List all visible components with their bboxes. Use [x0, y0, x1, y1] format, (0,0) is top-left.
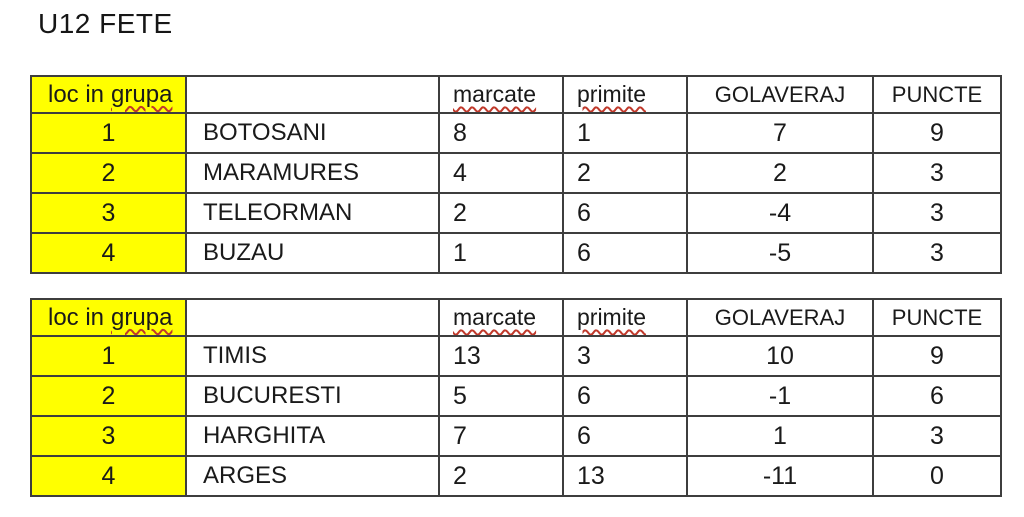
header-row: [31, 299, 1001, 336]
header-golaveraj: GOLAVERAJ: [687, 76, 873, 113]
loc-cell: 4: [31, 456, 186, 496]
puncte-cell: 3: [873, 153, 1001, 193]
golaveraj-cell: -1: [687, 376, 873, 416]
team-cell: TIMIS: [186, 336, 439, 376]
loc-cell: 1: [31, 113, 186, 153]
header-row: [31, 76, 1001, 113]
header-primite: [563, 76, 687, 113]
header-puncte: PUNCTE: [873, 76, 1001, 113]
header-marcate-text: marcate: [453, 304, 537, 330]
header-loc-in-grupa: [31, 299, 186, 336]
primite-cell: 6: [563, 193, 687, 233]
golaveraj-cell: -4: [687, 193, 873, 233]
golaveraj-cell: 1: [687, 416, 873, 456]
team-cell: BUZAU: [186, 233, 439, 273]
marcate-cell: 2: [439, 193, 563, 233]
primite-cell: 6: [563, 416, 687, 456]
golaveraj-cell: 10: [687, 336, 873, 376]
team-cell: HARGHITA: [186, 416, 439, 456]
team-cell: BOTOSANI: [186, 113, 439, 153]
loc-cell: 1: [31, 336, 186, 376]
puncte-cell: 9: [873, 336, 1001, 376]
header-primite-text: primite: [577, 81, 647, 107]
header-loc-misspelled-text: grupa: [111, 80, 173, 108]
header-primite-text: primite: [577, 304, 647, 330]
page-title: U12 FETE: [38, 8, 173, 39]
table-row: [31, 193, 1001, 233]
loc-cell: 3: [31, 193, 186, 233]
golaveraj-cell: 7: [687, 113, 873, 153]
header-loc-text: loc in: [48, 80, 105, 108]
header-loc-misspelled-text: grupa: [111, 303, 173, 331]
primite-cell: 6: [563, 233, 687, 273]
puncte-cell: 0: [873, 456, 1001, 496]
marcate-cell: 13: [439, 336, 563, 376]
team-cell: TELEORMAN: [186, 193, 439, 233]
puncte-cell: 3: [873, 193, 1001, 233]
table-row: [31, 456, 1001, 496]
marcate-cell: 8: [439, 113, 563, 153]
golaveraj-cell: -5: [687, 233, 873, 273]
loc-cell: 2: [31, 376, 186, 416]
table-row: [31, 416, 1001, 456]
team-cell: MARAMURES: [186, 153, 439, 193]
puncte-cell: 9: [873, 113, 1001, 153]
puncte-cell: 3: [873, 416, 1001, 456]
table-row: [31, 233, 1001, 273]
header-marcate-text: marcate: [453, 81, 537, 107]
header-loc-text: loc in: [48, 303, 105, 331]
primite-cell: 6: [563, 376, 687, 416]
header-puncte: PUNCTE: [873, 299, 1001, 336]
header-golaveraj: GOLAVERAJ: [687, 299, 873, 336]
loc-cell: 4: [31, 233, 186, 273]
table-row: [31, 336, 1001, 376]
marcate-cell: 1: [439, 233, 563, 273]
header-team-empty: [186, 76, 439, 113]
golaveraj-cell: 2: [687, 153, 873, 193]
header-marcate: [439, 76, 563, 113]
marcate-cell: 4: [439, 153, 563, 193]
table-row: [31, 113, 1001, 153]
standings-table-group-1: [30, 75, 1002, 274]
marcate-cell: 2: [439, 456, 563, 496]
puncte-cell: 6: [873, 376, 1001, 416]
table-row: [31, 153, 1001, 193]
loc-cell: 2: [31, 153, 186, 193]
marcate-cell: 7: [439, 416, 563, 456]
header-team-empty: [186, 299, 439, 336]
marcate-cell: 5: [439, 376, 563, 416]
table-row: [31, 376, 1001, 416]
primite-cell: 1: [563, 113, 687, 153]
header-primite: [563, 299, 687, 336]
puncte-cell: 3: [873, 233, 1001, 273]
team-cell: BUCURESTI: [186, 376, 439, 416]
primite-cell: 13: [563, 456, 687, 496]
team-cell: ARGES: [186, 456, 439, 496]
loc-cell: 3: [31, 416, 186, 456]
header-marcate: [439, 299, 563, 336]
header-loc-in-grupa: [31, 76, 186, 113]
golaveraj-cell: -11: [687, 456, 873, 496]
primite-cell: 2: [563, 153, 687, 193]
standings-table-group-2: [30, 298, 1002, 497]
primite-cell: 3: [563, 336, 687, 376]
